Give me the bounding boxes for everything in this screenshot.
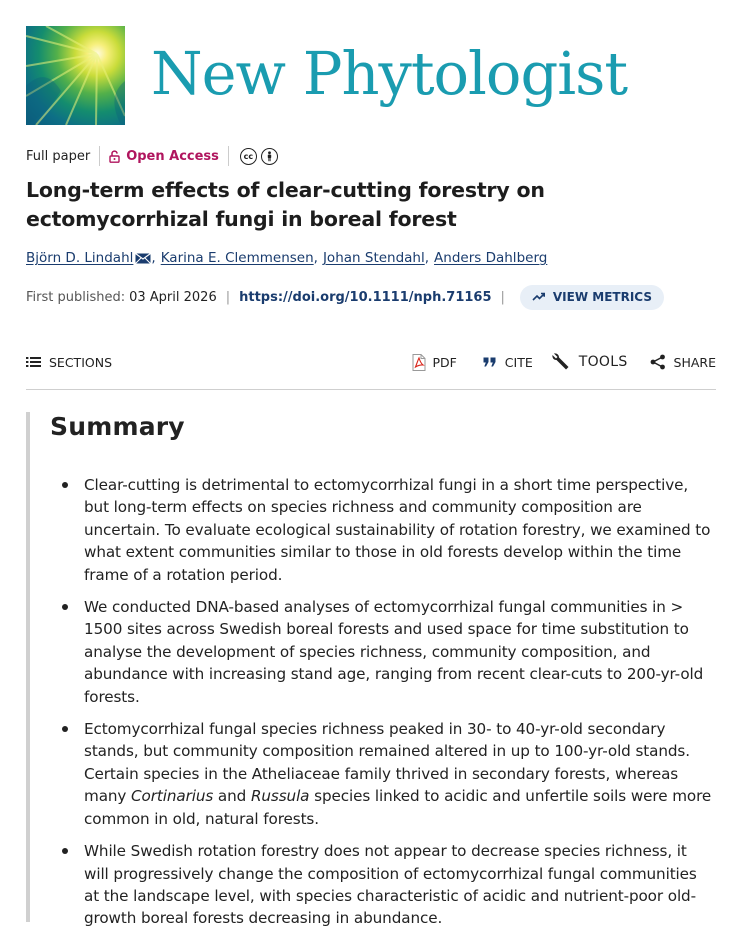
view-metrics-label: VIEW METRICS — [552, 290, 652, 304]
list-icon — [26, 356, 41, 368]
genus-name: Cortinarius — [131, 787, 214, 806]
author-separator: , — [151, 250, 156, 266]
summary-list — [56, 474, 716, 927]
pdf-file-icon — [412, 354, 426, 371]
doi-link[interactable]: https://doi.org/10.1111/nph.71165 — [239, 289, 492, 305]
share-icon — [650, 354, 666, 370]
pdf-button[interactable] — [412, 354, 456, 371]
open-access-label: Open Access — [126, 148, 219, 164]
author-link[interactable]: Björn D. Lindahl — [26, 250, 134, 266]
tools-label: TOOLS — [578, 354, 628, 370]
publication-info — [26, 284, 664, 310]
author-link[interactable]: Anders Dahlberg — [434, 250, 548, 266]
journal-title[interactable]: New Phytologist — [151, 39, 628, 108]
sections-button[interactable] — [26, 355, 112, 370]
wrench-icon — [551, 352, 571, 372]
published-date: 03 April 2026 — [129, 289, 217, 305]
pdf-label: PDF — [432, 354, 457, 370]
cite-label: CITE — [504, 354, 533, 370]
article-toolbar — [26, 350, 716, 374]
article-meta-row — [26, 144, 278, 168]
open-lock-icon — [109, 150, 120, 163]
article-type: Full paper — [26, 148, 91, 164]
article-title: Long-term effects of clear-cutting forestry on ectomycorrhizal fungi in boreal forest — [26, 178, 545, 231]
quote-icon — [483, 357, 497, 367]
summary-text: and — [213, 787, 251, 806]
summary-bullet — [56, 718, 716, 830]
journal-logo[interactable] — [26, 26, 125, 125]
corresponding-author-email-icon[interactable] — [135, 253, 151, 264]
sections-label: SECTIONS — [49, 354, 113, 370]
author-link[interactable]: Johan Stendahl — [322, 250, 425, 266]
open-access-badge — [109, 149, 219, 164]
summary-bullet: While Swedish rotation forestry does not appear to decrease species richness, it will progressively change the composition of ectomycorrhizal fungal communities at the landscape level, with species characteristic of acidic and nutrient-poor old-growth boreal forests decreasing in abundance. — [56, 840, 716, 927]
author-list — [26, 250, 547, 266]
divider: | — [500, 289, 505, 305]
summary-text: species linked to acidic and unfertile soils were more common in old, natural forests. — [84, 787, 712, 828]
summary-section — [26, 412, 716, 927]
summary-bullet: We conducted DNA-based analyses of ectomycorrhizal fungal communities in > 1500 sites across Swedish boreal forests and used space for time substitution to analyse the development of species richness, community composition, and abundance with increasing stand age, ranging from recent clear-cuts to 200-yr-old forests. — [56, 596, 716, 708]
logo-rays-graphic — [26, 26, 125, 125]
toolbar-divider — [26, 389, 716, 390]
divider: | — [225, 289, 231, 305]
cite-button[interactable] — [483, 355, 533, 370]
genus-name: Russula — [250, 787, 310, 806]
summary-bullet: Clear-cutting is detrimental to ectomycorrhizal fungi in a short time perspective, but long-term effects on species richness and community composition are uncertain. To evaluate ecological sustainability of rotation forestry, we examined to what extent communities similar to those in old forests develop within the time frame of a rotation period. — [56, 474, 716, 586]
divider — [99, 146, 100, 166]
trend-up-icon — [532, 290, 545, 304]
tools-button[interactable] — [551, 352, 628, 372]
author-separator: , — [313, 250, 318, 266]
share-label: SHARE — [673, 354, 716, 370]
view-metrics-button[interactable] — [520, 285, 664, 310]
author-link[interactable]: Karina E. Clemmensen — [160, 250, 314, 266]
creative-commons-icon: cc — [240, 148, 257, 165]
journal-header — [26, 26, 627, 125]
license-icons[interactable] — [240, 148, 278, 165]
summary-heading: Summary — [50, 412, 185, 441]
divider — [228, 146, 229, 166]
author-separator: , — [424, 250, 430, 266]
published-label: First published: — [26, 289, 126, 305]
summary-text: Ectomycorrhizal fungal species richness peaked in 30- to 40-yr-old secondary stands, but community composition remained altered in up to 100-yr-old stands. Certain species in the Atheliaceae family thrived in secondary forests, whereas many — [84, 720, 690, 806]
attribution-icon — [261, 148, 278, 165]
share-button[interactable] — [650, 354, 716, 370]
